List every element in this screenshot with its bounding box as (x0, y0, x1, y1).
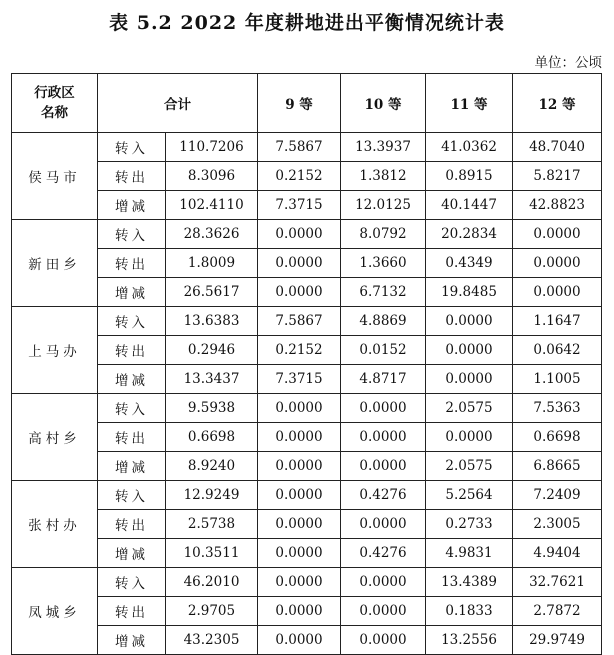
value-g12: 2.3005 (513, 510, 602, 539)
table-row (12, 452, 602, 481)
value-g12: 0.6698 (513, 423, 602, 452)
change-type: 增减 (98, 191, 166, 220)
header-total: 合计 (98, 74, 258, 133)
value-total: 13.3437 (166, 365, 258, 394)
change-type: 转出 (98, 510, 166, 539)
value-g9: 7.3715 (258, 365, 341, 394)
change-type: 增减 (98, 539, 166, 568)
table-row (12, 568, 602, 597)
value-g11: 40.1447 (426, 191, 513, 220)
value-g10: 0.0000 (341, 394, 426, 423)
value-g10: 1.3660 (341, 249, 426, 278)
value-g11: 19.8485 (426, 278, 513, 307)
table-row (12, 597, 602, 626)
value-g11: 13.4389 (426, 568, 513, 597)
table-row (12, 510, 602, 539)
change-type: 增减 (98, 278, 166, 307)
header-grade-11: 11 等 (426, 74, 513, 133)
value-total: 43.2305 (166, 626, 258, 655)
value-total: 12.9249 (166, 481, 258, 510)
value-g9: 0.0000 (258, 597, 341, 626)
change-type: 转出 (98, 597, 166, 626)
value-total: 110.7206 (166, 133, 258, 162)
value-g9: 0.0000 (258, 278, 341, 307)
value-g9: 0.2152 (258, 336, 341, 365)
change-type: 转入 (98, 481, 166, 510)
table-row (12, 539, 602, 568)
value-g9: 0.0000 (258, 626, 341, 655)
value-g10: 0.0000 (341, 510, 426, 539)
value-g10: 0.0000 (341, 452, 426, 481)
value-g12: 5.8217 (513, 162, 602, 191)
header-region (12, 74, 98, 133)
change-type: 增减 (98, 365, 166, 394)
value-g10: 4.8869 (341, 307, 426, 336)
value-g12: 32.7621 (513, 568, 602, 597)
table-row (12, 162, 602, 191)
header-region-line1: 行政区 (34, 85, 75, 101)
change-type: 转出 (98, 162, 166, 191)
value-g12: 48.7040 (513, 133, 602, 162)
value-g12: 7.2409 (513, 481, 602, 510)
value-g10: 4.8717 (341, 365, 426, 394)
value-total: 1.8009 (166, 249, 258, 278)
table-row (12, 133, 602, 162)
header-grade-12: 12 等 (513, 74, 602, 133)
value-g10: 0.0000 (341, 423, 426, 452)
value-g9: 0.0000 (258, 249, 341, 278)
change-type: 转出 (98, 423, 166, 452)
district-name: 新田乡 (12, 220, 98, 307)
value-g11: 13.2556 (426, 626, 513, 655)
table-row (12, 336, 602, 365)
value-g12: 0.0000 (513, 249, 602, 278)
district-name: 张村办 (12, 481, 98, 568)
value-g10: 13.3937 (341, 133, 426, 162)
value-g12: 7.5363 (513, 394, 602, 423)
value-g9: 0.0000 (258, 220, 341, 249)
value-g10: 0.0000 (341, 597, 426, 626)
value-g10: 0.4276 (341, 481, 426, 510)
change-type: 转入 (98, 568, 166, 597)
header-grade-10: 10 等 (341, 74, 426, 133)
table-body (12, 133, 602, 655)
value-g9: 0.0000 (258, 568, 341, 597)
header-grade-9: 9 等 (258, 74, 341, 133)
value-g9: 7.3715 (258, 191, 341, 220)
table-row (12, 626, 602, 655)
value-g10: 12.0125 (341, 191, 426, 220)
value-g9: 0.0000 (258, 510, 341, 539)
value-g12: 2.7872 (513, 597, 602, 626)
value-g12: 1.1005 (513, 365, 602, 394)
value-total: 9.5938 (166, 394, 258, 423)
district-name: 上马办 (12, 307, 98, 394)
table-row (12, 481, 602, 510)
value-g12: 1.1647 (513, 307, 602, 336)
value-g10: 1.3812 (341, 162, 426, 191)
value-total: 10.3511 (166, 539, 258, 568)
value-g9: 0.0000 (258, 539, 341, 568)
value-g10: 6.7132 (341, 278, 426, 307)
table-row (12, 249, 602, 278)
value-g10: 8.0792 (341, 220, 426, 249)
value-g11: 0.0000 (426, 423, 513, 452)
change-type: 转出 (98, 336, 166, 365)
value-g12: 0.0642 (513, 336, 602, 365)
value-total: 8.3096 (166, 162, 258, 191)
value-g9: 0.2152 (258, 162, 341, 191)
change-type: 转入 (98, 307, 166, 336)
table-title: 表 5.2 2022 年度耕地进出平衡情况统计表 (109, 12, 505, 34)
value-g12: 0.0000 (513, 278, 602, 307)
district-name: 凤城乡 (12, 568, 98, 655)
change-type: 转入 (98, 220, 166, 249)
value-g9: 0.0000 (258, 423, 341, 452)
value-total: 46.2010 (166, 568, 258, 597)
table-row (12, 191, 602, 220)
change-type: 转入 (98, 133, 166, 162)
table-row (12, 394, 602, 423)
value-total: 8.9240 (166, 452, 258, 481)
value-g11: 0.8915 (426, 162, 513, 191)
value-g11: 0.0000 (426, 365, 513, 394)
change-type: 转出 (98, 249, 166, 278)
value-g10: 0.0000 (341, 626, 426, 655)
value-total: 13.6383 (166, 307, 258, 336)
table-row (12, 365, 602, 394)
value-g12: 29.9749 (513, 626, 602, 655)
header-row (12, 74, 602, 133)
value-g11: 41.0362 (426, 133, 513, 162)
district-name: 高村乡 (12, 394, 98, 481)
value-g9: 0.0000 (258, 452, 341, 481)
value-total: 2.5738 (166, 510, 258, 539)
value-g11: 20.2834 (426, 220, 513, 249)
table-row (12, 278, 602, 307)
value-g9: 0.0000 (258, 394, 341, 423)
value-total: 28.3626 (166, 220, 258, 249)
value-g12: 0.0000 (513, 220, 602, 249)
value-g11: 0.1833 (426, 597, 513, 626)
value-total: 102.4110 (166, 191, 258, 220)
value-g9: 0.0000 (258, 481, 341, 510)
value-g11: 0.0000 (426, 336, 513, 365)
district-name: 侯马市 (12, 133, 98, 220)
value-g11: 0.0000 (426, 307, 513, 336)
table-row (12, 220, 602, 249)
value-g11: 5.2564 (426, 481, 513, 510)
value-g11: 2.0575 (426, 394, 513, 423)
value-g11: 4.9831 (426, 539, 513, 568)
value-g11: 2.0575 (426, 452, 513, 481)
value-total: 2.9705 (166, 597, 258, 626)
value-g10: 0.0152 (341, 336, 426, 365)
balance-table (11, 73, 602, 655)
table-row (12, 423, 602, 452)
value-g10: 0.0000 (341, 568, 426, 597)
value-g9: 7.5867 (258, 307, 341, 336)
change-type: 增减 (98, 452, 166, 481)
value-g11: 0.4349 (426, 249, 513, 278)
header-region-line2: 名称 (41, 105, 68, 121)
value-g10: 0.4276 (341, 539, 426, 568)
value-total: 0.6698 (166, 423, 258, 452)
value-g9: 7.5867 (258, 133, 341, 162)
change-type: 增减 (98, 626, 166, 655)
value-g12: 6.8665 (513, 452, 602, 481)
value-total: 26.5617 (166, 278, 258, 307)
unit-label: 单位：公顷 (534, 55, 602, 71)
value-g11: 0.2733 (426, 510, 513, 539)
table-row (12, 307, 602, 336)
value-g12: 4.9404 (513, 539, 602, 568)
value-g12: 42.8823 (513, 191, 602, 220)
change-type: 转入 (98, 394, 166, 423)
value-total: 0.2946 (166, 336, 258, 365)
